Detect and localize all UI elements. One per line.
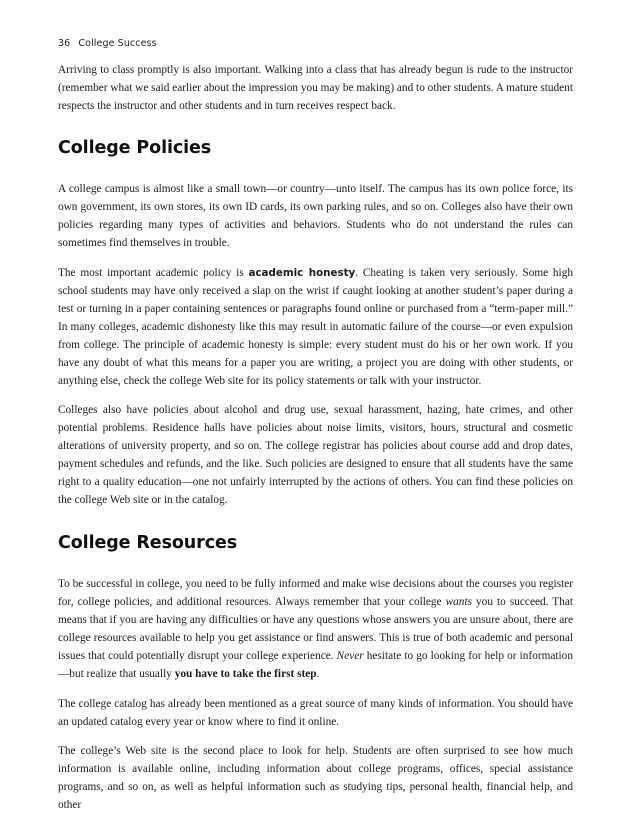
running-title: College Success: [78, 38, 157, 49]
emphasis-wants: wants: [445, 596, 472, 608]
resources-paragraph-1: [58, 575, 573, 683]
policies-paragraph-1: A college campus is almost like a small town—or country—unto itself. The campus has its own police force, its own government, its own stores, its own ID cards, its own parking rules, and so on. Colleges also have their own policies regarding many types of activities and behaviors. Students who do not understand the rules can sometimes find themselves in trouble.: [58, 183, 573, 249]
academic-honesty-term: academic honesty: [248, 266, 356, 279]
page-body: [58, 61, 573, 826]
policies-paragraph-2: [58, 264, 573, 390]
section-heading-college-resources: College Resources: [58, 533, 238, 553]
policies-paragraph-3: Colleges also have policies about alcohol and drug use, sexual harassment, hazing, hate crimes, and other potential problems. Residence halls have policies about noise limits, visitors, hours, structural and cosmetic alterations of university property, and so on. The college registrar has policies about course add and drop dates, payment schedules and refunds, and the like. Such policies are designed to ensure that all students have the same right to a quality education—one not unfairly interrupted by the actions of others. You can find these policies on the college Web site or in the catalog.: [58, 404, 573, 506]
policies-paragraph-2-lead: The most important academic policy is: [58, 266, 249, 279]
policies-paragraph-2-rest: . Cheating is taken very seriously. Some high school students may have only received a slap on the wrist if caught looking at another student’s paper during a test or turning in a paper containing sentences or paragraphs found online or purchased from a “term-paper mill.” In many colleges, academic dishonesty like this may result in automatic failure of the course—or even expulsion from college. The principle of academic honesty is simple: every student must do his or her own work. If you have any doubt of what this means for a paper you are writing, a project you are doing with other students, or anything else, check the college Web site for its policy statements or talk with your instructor.: [58, 266, 573, 387]
section-heading-college-policies: College Policies: [58, 138, 212, 158]
resources-paragraph-1-part-c: hesitate to go looking for help or information—but realize that usually: [58, 650, 573, 680]
intro-paragraph: Arriving to class promptly is also important. Walking into a class that has already begun is rude to the instructor (remember what we said earlier about the impression you may be making) and to other students. A mature student respects the instructor and other students and in turn receives respect back.: [58, 64, 573, 112]
emphasis-first-step: you have to take the first step: [174, 668, 317, 680]
resources-paragraph-1-end: .: [316, 668, 320, 680]
resources-paragraph-3: The college’s Web site is the second place to look for help. Students are often surprised to see how much information is available online, including information about college programs, offices, special assistance programs, and so on, as well as helpful information such as studying tips, personal health, financial help, and other: [58, 745, 573, 811]
resources-paragraph-2: The college catalog has already been mentioned as a great source of many kinds of information. You should have an updated catalog every year or know where to find it online.: [58, 697, 573, 728]
resources-paragraph-1-part-b: you to succeed. That means that if you are having any difficulties or have any questions whose answers you are unsure about, there are college resources available to help you get assistance or find answers. This is true of both academic and personal issues that could potentially disrupt your college experience.: [58, 596, 573, 662]
emphasis-never: Never: [336, 650, 364, 662]
resources-paragraph-1-part-a: To be successful in college, you need to be fully informed and make wise decisions about the courses you register for, college policies, and additional resources. Always remember that your college: [58, 578, 573, 608]
page-number: 36: [58, 38, 71, 49]
running-header: [58, 38, 157, 49]
